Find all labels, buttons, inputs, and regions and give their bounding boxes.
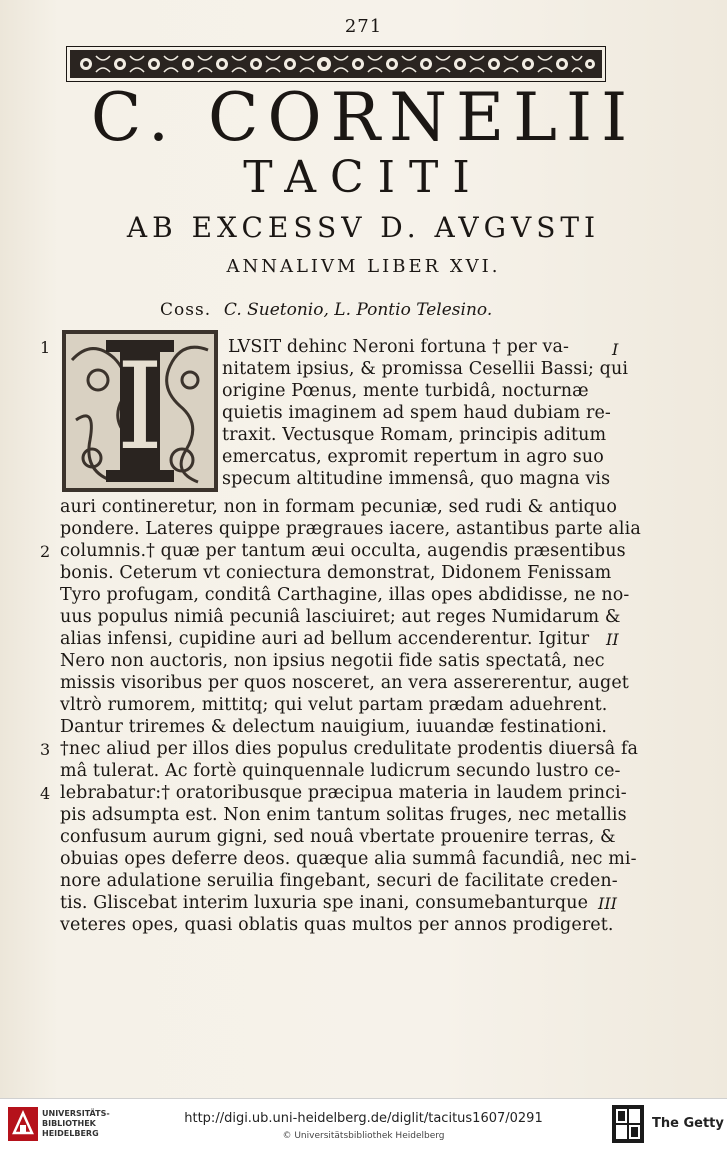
text-line: LVSIT dehinc Neroni fortuna † per va-: [228, 337, 570, 357]
source-url-link[interactable]: http://digi.ub.uni-heidelberg.de/diglit/tacitus1607/0291: [184, 1111, 543, 1126]
ornament-border: [66, 46, 606, 82]
margin-note-left: 2: [40, 542, 51, 561]
viewer-footer: [0, 1098, 727, 1151]
text-line: pondere. Lateres quippe prægraues iacere, astantibus parte alia: [60, 519, 641, 539]
text-line: Nero non auctoris, non ipsius negotii fide satis spectatâ, nec: [60, 651, 605, 671]
text-line: lebrabatur:† oratoribusque præcipua materia in laudem princi-: [60, 783, 627, 803]
institution-line: BIBLIOTHEK: [42, 1119, 96, 1128]
text-line: quietis imaginem ad spem haud dubiam re-: [222, 403, 611, 423]
text-line: missis visoribus per quos nosceret, an vera assererentur, auget: [60, 673, 629, 693]
text-line: †nec aliud per illos dies populus credulitate prodentis diuersâ fa: [60, 739, 639, 759]
page-number: 271: [344, 16, 383, 37]
institution-line: HEIDELBERG: [42, 1129, 99, 1138]
text-line: uus populus nimiâ pecuniâ lasciuiret; aut reges Numidarum &: [60, 607, 621, 627]
text-line: mâ tulerat. Ac fortè quinquennale ludicrum secundo lustro ce-: [60, 761, 621, 781]
text-line: nore adulatione seruilia fingebant, securi de facilitate creden-: [60, 871, 618, 891]
margin-note-left: 1: [40, 338, 51, 357]
text-line: origine Pœnus, mente turbidâ, nocturnæ: [222, 381, 589, 401]
consuls-label: Coss.: [160, 300, 212, 320]
margin-note-right: I: [612, 340, 619, 359]
text-line: specum altitudine immensâ, quo magna vis: [222, 469, 611, 489]
title-name: TACITI: [243, 152, 484, 203]
title-work: AB EXCESSV D. AVGVSTI: [126, 211, 601, 244]
title-book: ANNALIVM LIBER XVI.: [226, 256, 501, 277]
getty-logo-icon: [612, 1105, 644, 1143]
institution-line: UNIVERSITÄTS-: [42, 1109, 110, 1118]
copyright-text: © Universitätsbibliothek Heidelberg: [282, 1131, 445, 1141]
text-line: bonis. Ceterum vt coniectura demonstrat, Didonem Fenissam: [60, 563, 612, 583]
text-line: alias infensi, cupidine auri ad bellum accenderentur. Igitur: [60, 629, 590, 649]
text-line: auri contineretur, non in formam pecuniæ, sed rudi & antiquo: [60, 497, 617, 517]
text-line: emercatus, expromit repertum in agro suo: [222, 447, 604, 467]
dropcap-letter: I: [116, 338, 164, 477]
text-line: nitatem ipsius, & promissa Cesellii Bassi; qui: [222, 359, 629, 379]
text-line: vltrò rumorem, mittitq; qui velut partam prædam aduehrent.: [60, 695, 608, 715]
text-line: traxit. Vectusque Romam, principis aditum: [222, 425, 607, 445]
consuls-line: [160, 300, 492, 320]
margin-note-right: III: [598, 894, 617, 913]
text-line: tis. Gliscebat interim luxuria spe inani, consumebanturque: [60, 893, 589, 913]
text-line: columnis.† quæ per tantum æui occulta, augendis præsentibus: [60, 541, 626, 561]
getty-label: The Getty: [652, 1116, 724, 1131]
text-line: obuias opes deferre deos. quæque alia summâ facundiâ, nec mi-: [60, 849, 637, 869]
text-line: confusum aurum gigni, sed nouâ vbertate prouenire terras, &: [60, 827, 616, 847]
title-author: C. CORNELII: [90, 79, 637, 156]
text-line: Dantur triremes & delectum nauigium, iuuandæ festinationi.: [60, 717, 608, 737]
consuls-names: C. Suetonio, L. Pontio Telesino.: [223, 300, 493, 320]
text-line: pis adsumpta est. Non enim tantum solitas fruges, nec metallis: [60, 805, 627, 825]
margin-note-left: 3: [40, 740, 51, 759]
margin-note-left: 4: [40, 784, 51, 803]
text-line: Tyro profugam, conditâ Carthagine, illas opes abdidisse, ne no-: [60, 585, 630, 605]
dropcap-illustration: [62, 330, 218, 492]
text-line: veteres opes, quasi oblatis quas multos per annos prodigeret.: [60, 915, 614, 935]
margin-note-right: II: [606, 630, 619, 649]
